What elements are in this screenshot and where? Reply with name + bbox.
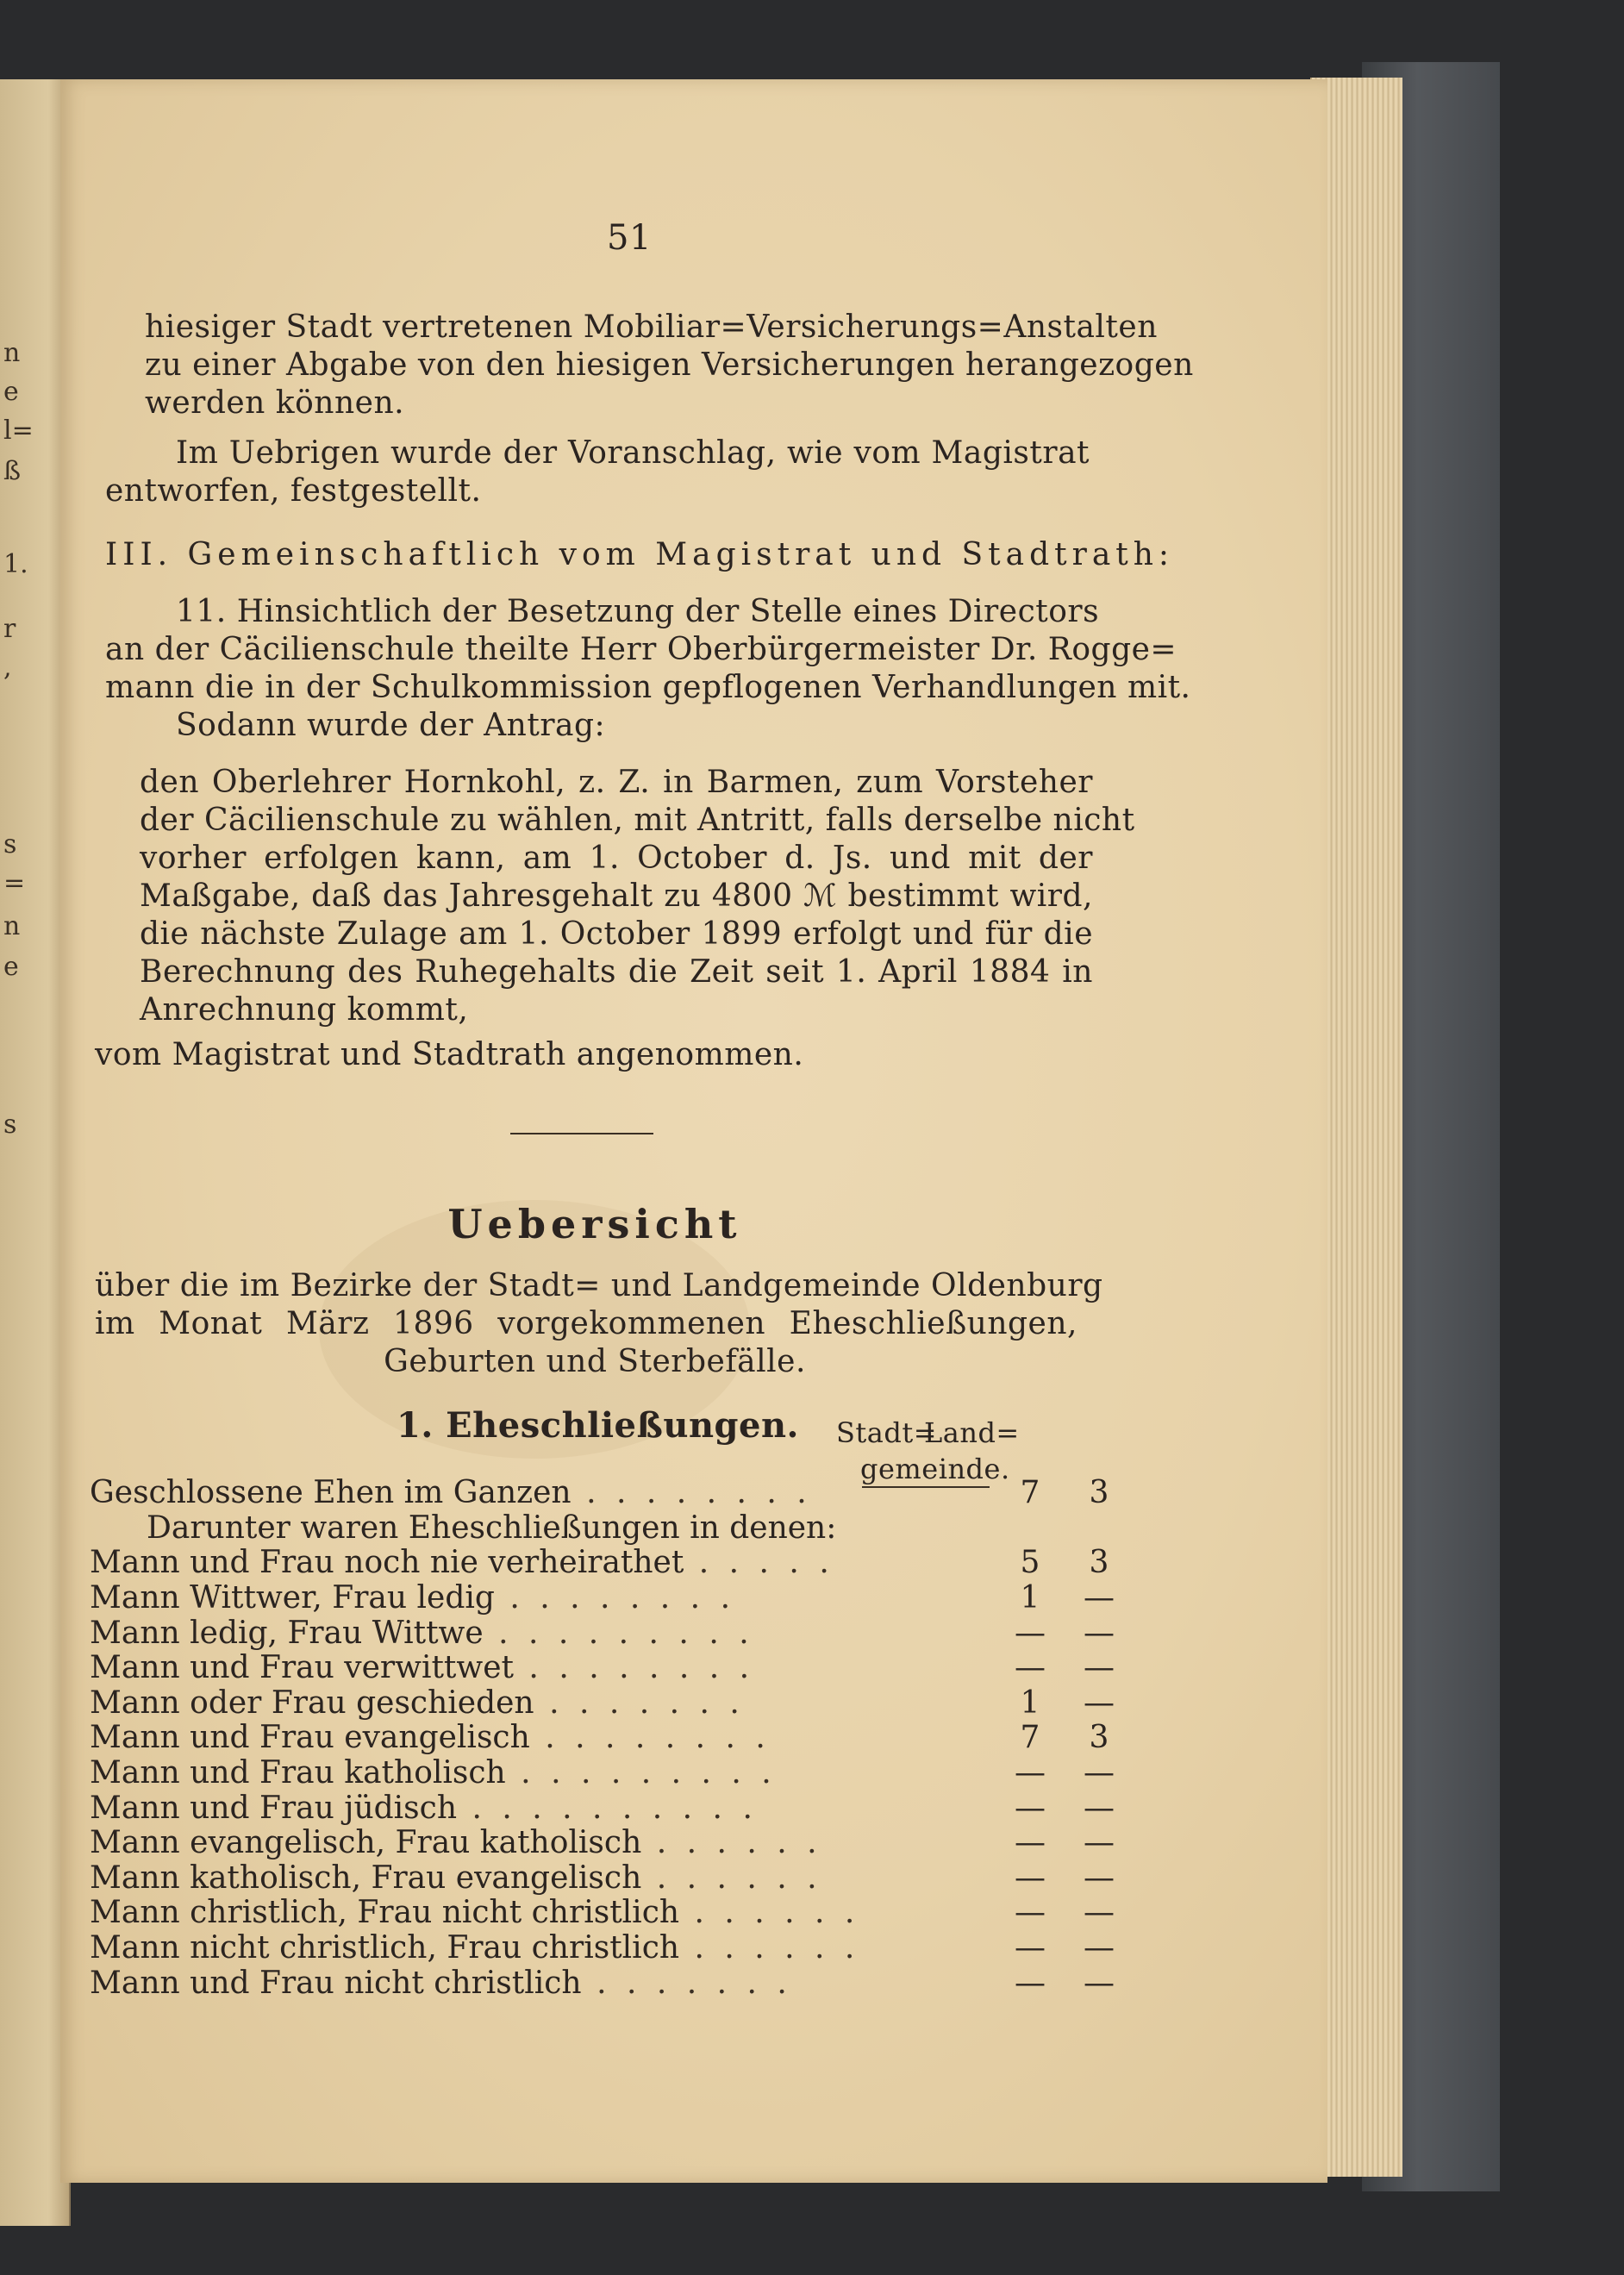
- table-row: [90, 1581, 1134, 1616]
- leader-dots: . . . . . . . . .: [505, 1755, 777, 1791]
- prev-page-fragment: s: [3, 1109, 17, 1140]
- row-label-cell: [90, 1721, 996, 1756]
- row-label-cell: [90, 1756, 996, 1791]
- leader-dots: . . . . . .: [641, 1825, 822, 1861]
- stadt-value: —: [1015, 1965, 1046, 2001]
- prev-page-fragment: =: [3, 868, 26, 898]
- table-row: [90, 1756, 1134, 1791]
- prev-page-fragment: r: [3, 614, 16, 644]
- row-label: Geschlossene Ehen im Ganzen: [90, 1476, 572, 1511]
- row-label-cell: [90, 1896, 996, 1931]
- stadt-value: 7: [1020, 1475, 1040, 1511]
- table-row: [90, 1896, 1134, 1931]
- row-label: Mann katholisch, Frau evangelisch: [90, 1860, 642, 1896]
- book-page: [60, 79, 1327, 2183]
- land-value: —: [1084, 1825, 1115, 1861]
- row-label: Mann und Frau noch nie verheirathet: [90, 1546, 684, 1581]
- stadt-value: —: [1015, 1650, 1046, 1686]
- paragraph-line: Im Uebrigen wurde der Voranschlag, wie vom Magistrat: [176, 435, 1090, 471]
- stadt-value: —: [1015, 1615, 1046, 1651]
- stadt-value: —: [1015, 1755, 1046, 1791]
- prev-page-fragment: e: [3, 952, 19, 982]
- row-label-cell: [90, 1476, 996, 1511]
- motion-line: die nächste Zulage am 1. October 1899 erfolgt und für die: [140, 916, 1093, 952]
- leader-dots: . . . . . . . .: [529, 1721, 771, 1756]
- leader-dots: . . . . . .: [679, 1930, 860, 1966]
- leader-dots: . . . . . .: [679, 1896, 860, 1931]
- row-label-cell: [90, 1651, 996, 1686]
- land-value: —: [1084, 1859, 1115, 1896]
- paragraph-line: entworfen, festgestellt.: [105, 473, 482, 509]
- overview-subtitle: über die im Bezirke der Stadt= und Landgemeinde Oldenburg: [95, 1268, 1103, 1303]
- stadt-value: —: [1015, 1859, 1046, 1896]
- paragraph-line: zu einer Abgabe von den hiesigen Versicherungen herangezogen: [145, 347, 1194, 383]
- leader-dots: . . . . . . . . .: [483, 1616, 754, 1651]
- stadt-value: [996, 1511, 1065, 1547]
- row-label-cell: [90, 1966, 996, 2001]
- leader-dots: . . . . . . .: [534, 1685, 745, 1721]
- table-row: [90, 1826, 1134, 1861]
- table-row: [90, 1651, 1134, 1686]
- overview-title: Uebersicht: [447, 1201, 742, 1247]
- overview-subtitle: im Monat März 1896 vorgekommenen Eheschließungen,: [95, 1306, 1077, 1341]
- table-row: [90, 1966, 1134, 2001]
- prev-page-fragment: s: [3, 829, 17, 859]
- stadt-value: 5: [1020, 1545, 1040, 1581]
- row-label: Mann nicht christlich, Frau christlich: [90, 1930, 680, 1966]
- leader-dots: . . . . . . . .: [494, 1580, 736, 1616]
- motion-line: vorher erfolgen kann, am 1. October d. Js. und mit der: [140, 841, 1093, 876]
- table-row: [90, 1791, 1134, 1826]
- motion-line: Maßgabe, daß das Jahresgehalt zu 4800 ℳ bestimmt wird,: [140, 878, 1093, 914]
- section-heading: III. Gemeinschaftlich vom Magistrat und Stadtrath:: [105, 537, 1175, 572]
- row-label-cell: [90, 1616, 996, 1651]
- marriages-table: [90, 1476, 1134, 2001]
- row-label: Mann und Frau nicht christlich: [90, 1966, 582, 2001]
- marriages-heading: 1. Eheschließungen.: [397, 1405, 799, 1446]
- row-label-cell: [90, 1546, 996, 1581]
- stadt-value: 1: [1020, 1580, 1040, 1616]
- row-label: Mann christlich, Frau nicht christlich: [90, 1896, 680, 1931]
- motion-line: Anrechnung kommt,: [140, 992, 469, 1028]
- land-value: —: [1084, 1650, 1115, 1686]
- leader-dots: . . . . . . . .: [571, 1476, 812, 1511]
- prev-page-fragment: l=: [3, 416, 34, 446]
- stadt-value: —: [1015, 1825, 1046, 1861]
- stadt-value: 1: [1020, 1684, 1040, 1721]
- prev-page-fragment: n: [3, 338, 21, 368]
- column-header-gemeinde: gemeinde.: [860, 1453, 1010, 1485]
- paragraph-line: an der Cäcilienschule theilte Herr Oberbürgermeister Dr. Rogge=: [105, 632, 1177, 667]
- prev-page-fragment: n: [3, 911, 21, 941]
- land-value: 3: [1089, 1720, 1109, 1756]
- stadt-value: —: [1015, 1790, 1046, 1826]
- land-value: —: [1084, 1755, 1115, 1791]
- row-label: Darunter waren Eheschließungen in denen:: [147, 1510, 837, 1546]
- row-label: Mann und Frau evangelisch: [90, 1721, 530, 1756]
- stadt-value: —: [1015, 1930, 1046, 1966]
- prev-page-fragment: ß: [3, 456, 22, 486]
- page-number: 51: [607, 218, 652, 258]
- land-value: —: [1084, 1930, 1115, 1966]
- row-label: Mann und Frau verwittwet: [90, 1650, 514, 1686]
- column-header-stadt: Stadt=: [836, 1416, 938, 1449]
- separator-rule: [510, 1133, 653, 1134]
- table-row: [90, 1476, 1134, 1511]
- leader-dots: . . . . . . .: [581, 1966, 792, 2001]
- motion-line: der Cäcilienschule zu wählen, mit Antritt, falls derselbe nicht: [140, 803, 1135, 838]
- land-value: 3: [1089, 1475, 1109, 1511]
- prev-page-fragment: ,: [3, 653, 12, 683]
- table-row: [90, 1511, 1134, 1547]
- land-value: —: [1084, 1965, 1115, 2001]
- closing-line: vom Magistrat und Stadtrath angenommen.: [95, 1037, 804, 1072]
- table-row: [90, 1861, 1134, 1897]
- leader-dots: . . . . . . . . . .: [457, 1791, 758, 1826]
- motion-line: den Oberlehrer Hornkohl, z. Z. in Barmen, zum Vorsteher: [140, 765, 1093, 800]
- row-label-cell: [90, 1931, 996, 1966]
- land-value: [1065, 1511, 1134, 1547]
- leader-dots: . . . . . . . .: [513, 1650, 755, 1686]
- row-label-cell: [90, 1826, 996, 1861]
- table-row: [90, 1721, 1134, 1756]
- overview-subtitle: Geburten und Sterbefälle.: [384, 1344, 806, 1379]
- row-label-cell: [90, 1581, 996, 1616]
- paragraph-line: mann die in der Schulkommission gepflogenen Verhandlungen mit.: [105, 670, 1191, 705]
- paragraph-line: Sodann wurde der Antrag:: [176, 708, 606, 743]
- table-row: [90, 1931, 1134, 1966]
- land-value: —: [1084, 1615, 1115, 1651]
- land-value: —: [1084, 1580, 1115, 1616]
- land-value: —: [1084, 1790, 1115, 1826]
- table-row: [90, 1686, 1134, 1722]
- row-label-cell: [90, 1511, 996, 1547]
- paragraph-line: 11. Hinsichtlich der Besetzung der Stelle eines Directors: [176, 594, 1100, 629]
- land-value: —: [1084, 1684, 1115, 1721]
- row-label: Mann ledig, Frau Wittwe: [90, 1616, 484, 1651]
- leader-dots: . . . . .: [684, 1546, 834, 1581]
- row-label: Mann oder Frau geschieden: [90, 1685, 534, 1721]
- table-row: [90, 1546, 1134, 1581]
- prev-page-fragment: e: [3, 377, 19, 407]
- leader-dots: . . . . . .: [641, 1860, 822, 1896]
- row-label-cell: [90, 1861, 996, 1897]
- row-label: Mann Wittwer, Frau ledig: [90, 1580, 495, 1616]
- paragraph-line: werden können.: [145, 385, 405, 421]
- row-label-cell: [90, 1791, 996, 1826]
- row-label: Mann und Frau katholisch: [90, 1755, 506, 1791]
- stadt-value: —: [1015, 1895, 1046, 1931]
- paragraph-line: hiesiger Stadt vertretenen Mobiliar=Versicherungs=Anstalten: [145, 309, 1158, 345]
- row-label-cell: [90, 1686, 996, 1722]
- land-value: 3: [1089, 1545, 1109, 1581]
- row-label: Mann und Frau jüdisch: [90, 1791, 458, 1826]
- motion-line: Berechnung des Ruhegehalts die Zeit seit 1. April 1884 in: [140, 954, 1093, 990]
- table-row: [90, 1616, 1134, 1651]
- land-value: —: [1084, 1895, 1115, 1931]
- stadt-value: 7: [1020, 1720, 1040, 1756]
- prev-page-fragment: 1.: [3, 549, 28, 579]
- column-header-land: Land=: [924, 1416, 1020, 1449]
- row-label: Mann evangelisch, Frau katholisch: [90, 1825, 642, 1861]
